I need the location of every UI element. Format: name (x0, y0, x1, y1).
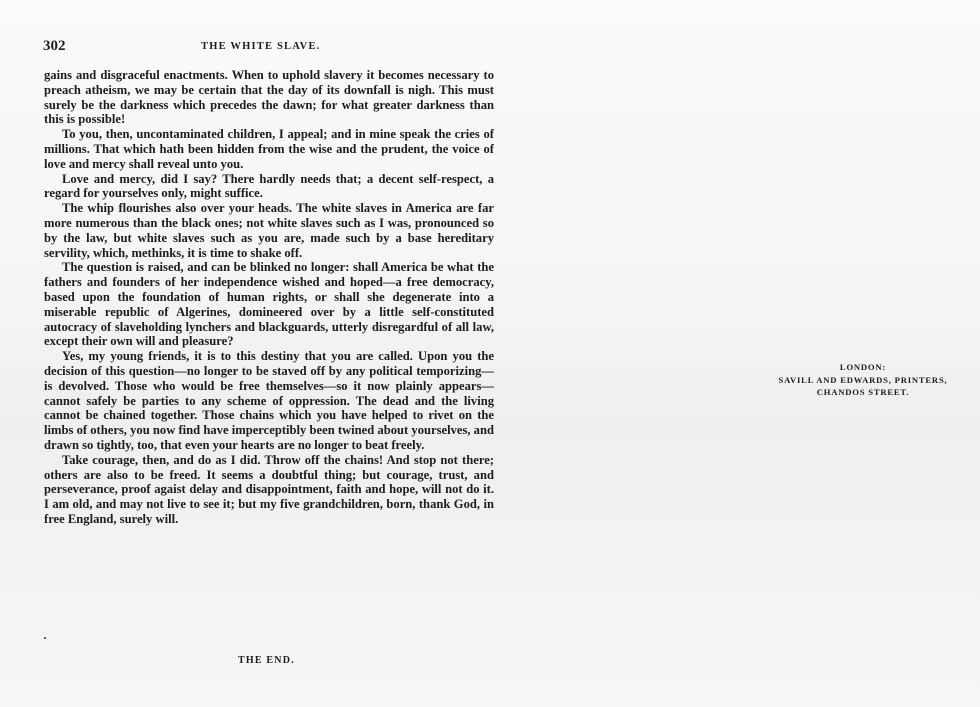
printer-imprint (760, 361, 966, 399)
paragraph-2: To you, then, uncontaminated children, I appeal; and in mine speak the cries of millions. That which hath been hidden from the wise and the prudent, the voice of love and mercy shall reveal unto you. (44, 127, 494, 171)
imprint-city: LONDON: (839, 362, 887, 372)
running-head (43, 38, 493, 58)
right-page (520, 0, 980, 707)
body-text (44, 68, 494, 527)
paragraph-4: The whip flourishes also over your heads. The white slaves in America are far more numerous than the black ones; not white slaves such as I was, pronounced so by the law, but white slaves such as you are, made such by a base hereditary servility, which, methinks, it is time to shake off. (44, 201, 494, 260)
paragraph-5: The question is raised, and can be blinked no longer: shall America be what the fathers and founders of her independence wished and hoped—a free democracy, based upon the foundation of human rights, or shall she degenerate into a miserable republic of Algerines, domineered over by a little self-constituted autocracy of slaveholding lynchers and blackguards, utterly disregardful of all law, except their own will and pleasure? (44, 260, 494, 349)
page-number: 302 (43, 38, 66, 54)
imprint-printer: SAVILL AND EDWARDS, PRINTERS, (778, 374, 948, 385)
paragraph-3: Love and mercy, did I say? There hardly needs that; a decent self-respect, a regard for yourselves only, might suffice. (44, 171, 494, 201)
paragraph-1: gains and disgraceful enactments. When to uphold slavery it becomes necessary to preach atheism, we may be certain that the day of its downfall is nigh. This must surely be the darkness which precedes the dawn; for what greater darkness than this is possible! (44, 68, 494, 127)
ink-speck (44, 637, 46, 639)
paragraph-6: Yes, my young friends, it is to this destiny that you are called. Upon you the decision of this question—no longer to be staved off by any political temporizing—is devolved. Those who would be free themselves—so it now plainly appears—cannot safely be parties to any scheme of oppression. The dead and the living cannot be chained together. Those chains which you have helped to rivet on the limbs of others, you now find have imperceptibly been twined about yourselves, and drawn so tightly, too, that even your hearts are no longer to beat freely. (44, 349, 494, 452)
paragraph-7: Take courage, then, and do as I did. Throw off the chains! And stop not there; others are also to be freed. It seems a doubtful thing; but courage, trust, and perseverance, proof agaist delay and disappointment, faith and hope, will not do it. I am old, and may not live to see it; but my five grandchildren, born, thank God, in free England, surely will. (44, 452, 494, 526)
imprint-street: CHANDOS STREET. (816, 387, 910, 397)
running-title: THE WHITE SLAVE. (201, 41, 321, 52)
end-mark: THE END. (238, 655, 295, 666)
